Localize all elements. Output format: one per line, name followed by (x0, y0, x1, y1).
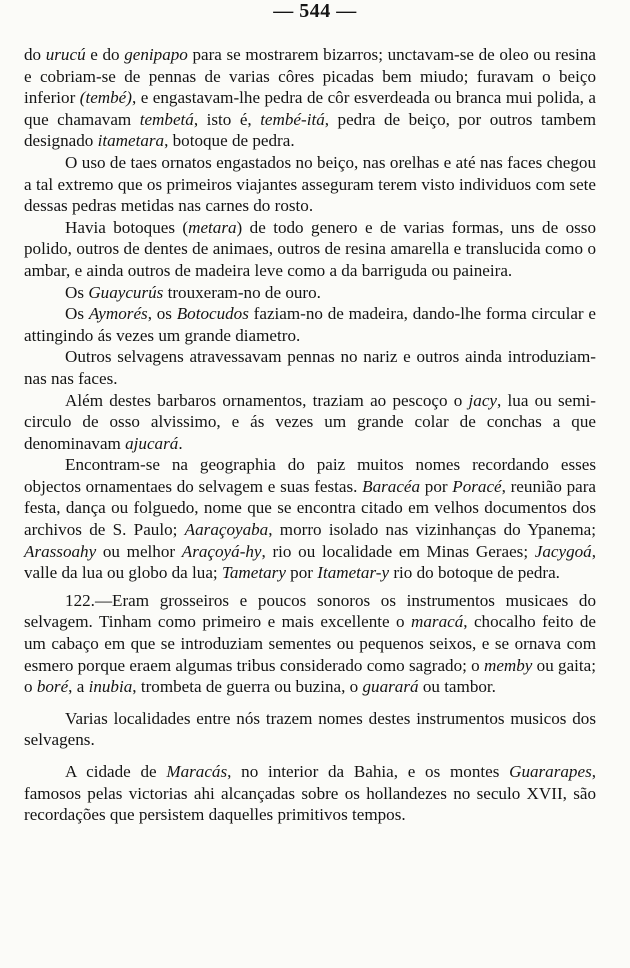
text-run: Varias localidades entre nós trazem nomes destes instrumentos musicos dos selvagens. (24, 708, 596, 750)
text-run: Havia botoques ( (65, 217, 189, 237)
italic-term: urucú (45, 45, 86, 64)
italic-term: Arassoahy (24, 541, 97, 561)
paragraph (24, 44, 596, 152)
text-run: ou tambor. (418, 677, 496, 697)
text-run: e do (85, 45, 125, 64)
italic-term: Jacygoá (534, 541, 592, 561)
text-run: , pedra de beiço, por outros tambem designado (24, 109, 596, 151)
italic-term: Poracé (452, 476, 502, 496)
paragraph (24, 217, 596, 282)
italic-term: boré (36, 677, 69, 697)
italic-term: jacy (468, 390, 498, 410)
text-run: , morro isolado nas vizinhanças do Ypanema; (268, 520, 596, 540)
text-run: , famosos pelas victorias ahi alcançadas sobre os hollandezes no seculo XVII, são recordações que persistem daquelles primitivos tempos. (24, 762, 596, 825)
text-run: , isto é, (193, 109, 261, 129)
page-body (24, 44, 596, 826)
text-run: Além destes barbaros ornamentos, traziam ao pescoço o (65, 390, 469, 410)
paragraph (24, 282, 596, 304)
text-run: do (24, 45, 46, 64)
italic-term: Botocudos (176, 304, 249, 324)
paragraph (24, 708, 596, 751)
italic-term: inubia (88, 677, 133, 697)
italic-term: Guaycurús (88, 282, 164, 302)
text-run: ou melhor (96, 541, 182, 561)
text-run: Encontram-se na geographia do paiz muitos nomes recordando esses objectos ornamentaes do selvagem e suas festas. (24, 455, 596, 496)
text-run: . (178, 433, 183, 453)
text-run: , lua ou semi-circulo de osso alvissimo, e ás vezes um grande colar de conchas a que denominavam (24, 390, 596, 453)
text-run: faziam-no de madeira, dando-lhe forma circular e attingindo ás vezes um grande diametro. (24, 304, 596, 345)
text-run: , botoque de pedra. (164, 131, 295, 151)
paragraph (24, 761, 596, 826)
paragraph (24, 454, 596, 584)
text-run: 122.—Eram grosseiros e poucos sonoros os instrumentos musicaes do selvagem. Tinham como primeiro e mais excellente o (24, 590, 596, 632)
italic-term: tembetá (139, 109, 194, 129)
text-run: , chocalho feito de um cabaço em que se introduziam sementes ou pequenos seixos, e se ornava com esmero porque eraem algumas tribus considerado como sagrado; o (24, 612, 596, 675)
paragraph (24, 346, 596, 389)
text-run: ou gaita; o (24, 655, 596, 697)
paragraph (24, 303, 596, 346)
text-run: , os (147, 304, 177, 324)
italic-term: Itametar-y (317, 563, 390, 583)
italic-term: Baracéa (362, 476, 421, 496)
text-run: , e engastavam-lhe pedra de côr esverdeada ou branca mui polida, a que chamavam (24, 88, 597, 129)
italic-term: genipapo (124, 45, 188, 64)
text-run: ) de todo genero e de varias formas, uns de osso polido, outros de dentes de animaes, outros de resina amarella e translucida como o ambar, e ainda outros de madeira leve como a da barriguda ou paineira. (24, 217, 597, 280)
text-run: Os (65, 304, 89, 324)
text-run: Outros selvagens atravessavam pennas no nariz e outros ainda introduziam-nas nas faces. (24, 347, 596, 388)
text-run: Os (65, 282, 89, 302)
italic-term: ajucará (125, 433, 179, 453)
paragraph (24, 390, 596, 455)
text-run: , valle da lua ou globo da lua; (24, 541, 596, 583)
italic-term: (tembé) (79, 88, 132, 108)
italic-term: Guararapes (509, 762, 592, 781)
italic-term: Aaraçoyaba (184, 520, 269, 540)
italic-term: tembé-itá (260, 109, 325, 129)
text-run: A cidade de (65, 762, 167, 781)
text-run: por (285, 563, 318, 583)
italic-term: guarará (362, 677, 419, 697)
text-run: , rio ou localidade em Minas Geraes; (261, 541, 535, 561)
text-run: , reunião para festa, dança ou folguedo, nome que se encontra citado em velhos documentos dos archivos de S. Paulo; (24, 476, 596, 540)
text-run: por (420, 476, 453, 496)
text-run: , trombeta de guerra ou buzina, o (132, 677, 363, 697)
section-paragraph (24, 590, 596, 698)
italic-term: itametara (97, 131, 165, 151)
text-run: O uso de taes ornatos engastados no beiço, nas orelhas e até nas faces chegou a tal extremo que os primeiros viajantes asseguram terem visto individuos com sete dessas pedras metidas nas carnes do rosto. (24, 152, 596, 216)
text-run: para se mostrarem bizarros; unctavam-se de oleo ou resina e cobriam-se de pennas de varias côres picadas bem miudo; furavam o beiço inferior (24, 45, 596, 108)
text-run: rio do botoque de pedra. (389, 563, 560, 583)
italic-term: metara (188, 217, 237, 237)
text-run: , no interior da Bahia, e os montes (227, 762, 510, 781)
text-run: trouxeram-no de ouro. (163, 282, 321, 302)
text-run: , a (68, 677, 89, 697)
italic-term: Maracás (166, 762, 228, 781)
italic-term: memby (483, 655, 533, 675)
paragraph (24, 152, 596, 217)
italic-term: Aymorés (88, 304, 148, 324)
italic-term: Tametary (221, 563, 286, 583)
italic-term: Araçoyá-hy (181, 541, 262, 561)
italic-term: maracá (411, 612, 464, 632)
page-number-header: — 544 — (273, 0, 357, 22)
